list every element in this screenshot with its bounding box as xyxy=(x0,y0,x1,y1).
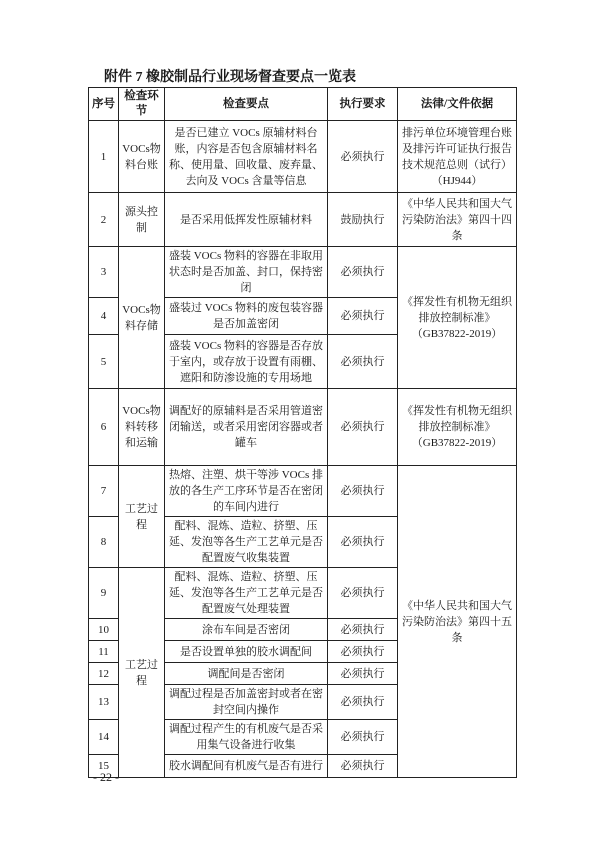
cell-serial-number: 6 xyxy=(89,389,119,466)
cell-execution-requirement: 必须执行 xyxy=(328,247,398,298)
cell-legal-basis: 排污单位环境管理台账及排污许可证执行报告技术规范总则（试行）（HJ944） xyxy=(398,121,517,193)
cell-execution-requirement: 必须执行 xyxy=(328,641,398,663)
cell-serial-number: 10 xyxy=(89,619,119,641)
cell-execution-requirement: 必须执行 xyxy=(328,755,398,778)
cell-execution-requirement: 必须执行 xyxy=(328,685,398,720)
cell-inspection-point: 涂布车间是否密闭 xyxy=(165,619,328,641)
cell-inspection-point: 调配过程产生的有机废气是否采用集气设备进行收集 xyxy=(165,720,328,755)
cell-legal-basis: 《中华人民共和国大气污染防治法》第四十四条 xyxy=(398,193,517,247)
cell-serial-number: 14 xyxy=(89,720,119,755)
table-body xyxy=(89,121,517,778)
cell-execution-requirement: 鼓励执行 xyxy=(328,193,398,247)
cell-execution-requirement: 必须执行 xyxy=(328,663,398,685)
cell-legal-basis: 《中华人民共和国大气污染防治法》第四十五条 xyxy=(398,466,517,778)
cell-inspection-stage: VOCs物料台账 xyxy=(119,121,165,193)
cell-inspection-point: 胶水调配间有机废气是否有进行 xyxy=(165,755,328,778)
cell-execution-requirement: 必须执行 xyxy=(328,121,398,193)
table-header-cell-col-basis: 法律/文件依据 xyxy=(398,88,517,121)
table-row xyxy=(89,193,517,247)
cell-execution-requirement: 必须执行 xyxy=(328,335,398,389)
cell-legal-basis: 《挥发性有机物无组织排放控制标准》（GB37822-2019） xyxy=(398,389,517,466)
table-header-row xyxy=(89,88,517,121)
cell-serial-number: 12 xyxy=(89,663,119,685)
cell-execution-requirement: 必须执行 xyxy=(328,298,398,335)
cell-serial-number: 15 xyxy=(89,755,119,778)
cell-inspection-point: 配料、混炼、造粒、挤塑、压延、发泡等各生产工艺单元是否配置废气收集装置 xyxy=(165,517,328,568)
cell-inspection-point: 调配好的原辅料是否采用管道密闭输送，或者采用密闭容器或者罐车 xyxy=(165,389,328,466)
cell-serial-number: 1 xyxy=(89,121,119,193)
table-row xyxy=(89,121,517,193)
cell-serial-number: 11 xyxy=(89,641,119,663)
cell-inspection-stage: VOCs物料存储 xyxy=(119,247,165,389)
page-title: 附件 7 橡胶制品行业现场督查要点一览表 xyxy=(104,70,356,85)
table-row xyxy=(89,466,517,517)
page-number: - 22 - xyxy=(93,770,119,784)
cell-inspection-point: 是否已建立 VOCs 原辅材料台账，内容是否包含原辅材料名称、使用量、回收量、废弃量、去向及 VOCs 含量等信息 xyxy=(165,121,328,193)
cell-inspection-point: 配料、混炼、造粒、挤塑、压延、发泡等各生产工艺单元是否配置废气处理装置 xyxy=(165,568,328,619)
cell-serial-number: 4 xyxy=(89,298,119,335)
cell-inspection-point: 是否采用低挥发性原辅材料 xyxy=(165,193,328,247)
cell-legal-basis: 《挥发性有机物无组织排放控制标准》（GB37822-2019） xyxy=(398,247,517,389)
cell-execution-requirement: 必须执行 xyxy=(328,466,398,517)
cell-execution-requirement: 必须执行 xyxy=(328,389,398,466)
cell-serial-number: 2 xyxy=(89,193,119,247)
table-header-cell-col-point: 检查要点 xyxy=(165,88,328,121)
table-header xyxy=(89,88,517,121)
cell-execution-requirement: 必须执行 xyxy=(328,619,398,641)
inspection-table xyxy=(88,87,517,778)
cell-execution-requirement: 必须执行 xyxy=(328,517,398,568)
cell-inspection-point: 调配间是否密闭 xyxy=(165,663,328,685)
cell-inspection-stage: 工艺过程 xyxy=(119,568,165,778)
table-header-cell-col-no: 序号 xyxy=(89,88,119,121)
cell-serial-number: 5 xyxy=(89,335,119,389)
cell-execution-requirement: 必须执行 xyxy=(328,568,398,619)
cell-inspection-point: 盛装过 VOCs 物料的废包装容器是否加盖密闭 xyxy=(165,298,328,335)
cell-execution-requirement: 必须执行 xyxy=(328,720,398,755)
cell-inspection-stage: 源头控制 xyxy=(119,193,165,247)
cell-serial-number: 9 xyxy=(89,568,119,619)
table-row xyxy=(89,247,517,298)
cell-serial-number: 8 xyxy=(89,517,119,568)
cell-inspection-point: 盛装 VOCs 物料的容器在非取用状态时是否加盖、封口，保持密闭 xyxy=(165,247,328,298)
cell-inspection-point: 热熔、注塑、烘干等涉 VOCs 排放的各生产工序环节是否在密闭的车间内进行 xyxy=(165,466,328,517)
cell-inspection-point: 调配过程是否加盖密封或者在密封空间内操作 xyxy=(165,685,328,720)
cell-inspection-stage: 工艺过程 xyxy=(119,466,165,568)
table-header-cell-col-stage: 检查环节 xyxy=(119,88,165,121)
cell-inspection-stage: VOCs物料转移和运输 xyxy=(119,389,165,466)
cell-inspection-point: 盛装 VOCs 物料的容器是否存放于室内，或存放于设置有雨棚、遮阳和防渗设施的专用场地 xyxy=(165,335,328,389)
cell-serial-number: 7 xyxy=(89,466,119,517)
cell-inspection-point: 是否设置单独的胶水调配间 xyxy=(165,641,328,663)
cell-serial-number: 3 xyxy=(89,247,119,298)
table-header-cell-col-requirement: 执行要求 xyxy=(328,88,398,121)
table-row xyxy=(89,389,517,466)
cell-serial-number: 13 xyxy=(89,685,119,720)
